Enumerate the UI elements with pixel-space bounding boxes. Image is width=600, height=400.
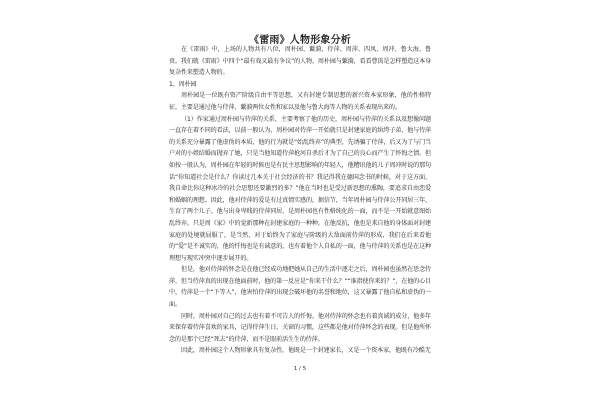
section-heading: 1、周朴园 xyxy=(169,80,197,88)
paragraph: 但是，他对侍萍的怀念是在他已经成功地把她从自己的生活中逐走之后，周朴园也虽然在思念侍萍，但当侍萍真的出现在他面前时，他的第一反应是“你来干什么？”“谁指使你来的？”，在他的心目中，侍萍是一个“下等人”，他害怕侍萍的出现会破坏他的名誉和地位，这又暴露了他自私和虚伪的一面。 xyxy=(169,266,431,309)
paragraph: 同时，周朴园对自己的过去也有着不可告人的忏悔，他对侍萍的怀念也有着真诚的成分，他多年来保存着侍萍喜欢的家具，记得侍萍生日，关窗的习惯，这些都是他对侍萍怀念的表现。但是他所怀念的是那个已经“死去”的侍萍，而不是眼前活生生的侍萍。 xyxy=(169,312,431,343)
paragraph: 因此，周朴园这个人物形象具有复杂性，他既是一个封建家长，又是一个资本家，他既有冷酷无 xyxy=(181,347,431,355)
document-title: 《雷雨》人物形象分析 xyxy=(249,35,351,46)
document-body xyxy=(169,44,431,357)
paragraph: 在《雷雨》中，上场的人物共有八位，周朴园、蘩漪、侍萍、周萍、四凤、周冲、鲁大海、鲁贵。我们就《雷雨》中四个“最有戏又最有争议”的人物，周朴园与蘩漪，看看曹禺是怎样塑造这本身复杂性来塑造人物的。 xyxy=(169,46,431,77)
page-number: 1 / 5 xyxy=(293,366,307,372)
paragraph: （1）作家通过周朴园与侍萍的关系，主要考察了他的历史，周朴园与侍萍的关系以及想像问题一直存在着不同的看法，以前一般认为，周朴园对侍萍一开始就只是封建家庭的纨绔子弟，他与侍萍的关系充分暴露了他虚伪的本质，他的行为就是“始乱终弃”的典型，先诱骗了侍萍，后又为了与门当户对的小姐结婚而抛弃了她，只是当他知道侍萍抢河自杀后才为了自己的良心而产生了怀悔之情。但如按一般认为，周朴园在年轻的时候也是有民主思想影响的年轻人，他糟讯他的儿子周冲时说的那句话“你知道社会是什么？你读过几本关于社会经济的书？我记得我在德国念书的时候，对于这方面，我自命比你这种冰冷的社会思想还要激烈的多？”他在当时也是受过新思想的熏陶，要追求自由恋爱和婚姻的理想。因此，他对侍萍的爱是有过真情实感的，据信节，当年周朴园与侍萍公开同居三年，生育了两个儿子。他与出身卑贱的侍萍同居，是周朴园也有性格纯化的一面，而不是一开始就意图始乱终弃。只是周《家》中的觉新那种在封建家庭的一种种，在他反抗，他也是来自他的身体面对封建家庭的处境就屈服了，是当然，对于始终为了家庭与阶级的大敌面前侍萍的形成，我们在后来看他的“爱”是不诚实的，他的忏悔也是有诚意的，也有着他个人自私的一面，他与侍萍的关系也是在这种理想与现实冲突中逐步展开的。 xyxy=(169,115,431,262)
paragraph: 周朴园是一位既有资产阶级自由平等思想，又有封建专制思想的新兴资本家形象，他的性格特征，主要是通过他与侍萍、蘩漪两位女性和家以及他与鲁大海等人物的关系表现出来的。 xyxy=(169,92,431,111)
